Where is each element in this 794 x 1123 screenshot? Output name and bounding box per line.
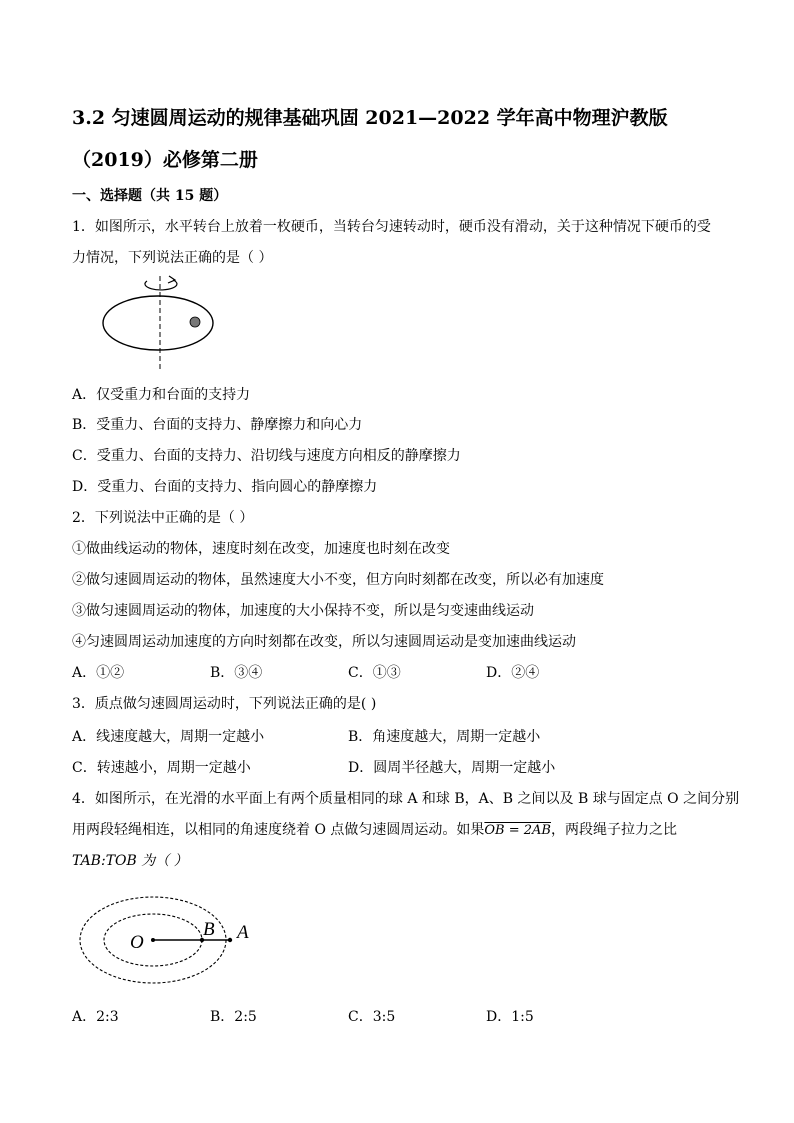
q2-stem: 2．下列说法中正确的是（ ） <box>72 510 254 526</box>
q2-statement-3: ③做匀速圆周运动的物体，加速度的大小保持不变，所以是匀变速曲线运动 <box>72 603 534 619</box>
q4-stem-line2 <box>72 820 677 841</box>
q4-figure-label-a: A <box>237 922 249 943</box>
q1-option-d: D．受重力、台面的支持力、指向圆心的静摩擦力 <box>72 479 378 495</box>
section-heading: 一、选择题（共 15 题） <box>72 188 228 204</box>
q2-option-b: B．③④ <box>210 665 263 681</box>
q1-stem-line1: 1．如图所示，水平转台上放着一枚硬币，当转台匀速转动时，硬币没有滑动，关于这种情况下硬币的受 <box>72 219 711 235</box>
q4-formula: OB = 2AB <box>484 823 551 838</box>
q1-option-c: C．受重力、台面的支持力、沿切线与速度方向相反的静摩擦力 <box>72 448 461 464</box>
q3-option-d: D．圆周半径越大，周期一定越小 <box>348 760 556 776</box>
q3-option-a: A．线速度越大，周期一定越小 <box>72 729 265 745</box>
q4-option-d: D．1:5 <box>486 1009 534 1025</box>
q3-option-b: B．角速度越大，周期一定越小 <box>348 729 541 745</box>
q3-stem: 3．质点做匀速圆周运动时，下列说法正确的是( ) <box>72 696 377 712</box>
q1-option-a: A．仅受重力和台面的支持力 <box>72 387 251 403</box>
q1-stem-line2: 力情况，下列说法正确的是（ ） <box>72 250 273 266</box>
q4-option-b: B．2:5 <box>210 1009 257 1025</box>
q1-option-b: B．受重力、台面的支持力、静摩擦力和向心力 <box>72 417 363 433</box>
q2-option-a: A．①② <box>72 665 125 681</box>
q4-stem-line2-text-a: 用两段轻绳相连，以相同的角速度绕着 O 点做匀速圆周运动。如果 <box>72 822 485 838</box>
q4-stem-line1: 4．如图所示，在光滑的水平面上有两个质量相同的球 A 和球 B，A、B 之间以及 B 球与固定点 O 之间分别 <box>72 791 740 807</box>
page-title-line2: （2019）必修第二册 <box>72 149 258 171</box>
q4-option-c: C．3:5 <box>348 1009 396 1025</box>
q4-stem-line2-text-b: ，两段绳子拉力之比 <box>550 822 677 838</box>
page-title-line1: 3.2 匀速圆周运动的规律基础巩固 2021—2022 学年高中物理沪教版 <box>72 107 668 129</box>
q4-figure-label-b: B <box>203 919 215 940</box>
q3-option-c: C．转速越小，周期一定越小 <box>72 760 251 776</box>
q2-statement-4: ④匀速圆周运动加速度的方向时刻都在改变，所以匀速圆周运动是变加速曲线运动 <box>72 634 576 650</box>
q1-turntable-figure <box>95 272 225 372</box>
q4-option-a: A．2:3 <box>72 1009 119 1025</box>
q2-option-c: C．①③ <box>348 665 401 681</box>
q4-orbit-figure <box>80 888 280 1003</box>
q4-figure-label-o: O <box>130 932 144 953</box>
q2-statement-1: ①做曲线运动的物体，速度时刻在改变，加速度也时刻在改变 <box>72 541 450 557</box>
q2-option-d: D．②④ <box>486 665 540 681</box>
q2-statement-2: ②做匀速圆周运动的物体，虽然速度大小不变，但方向时刻都在改变，所以必有加速度 <box>72 572 604 588</box>
q4-stem-line3: TAB:TOB 为（ ） <box>72 853 188 869</box>
